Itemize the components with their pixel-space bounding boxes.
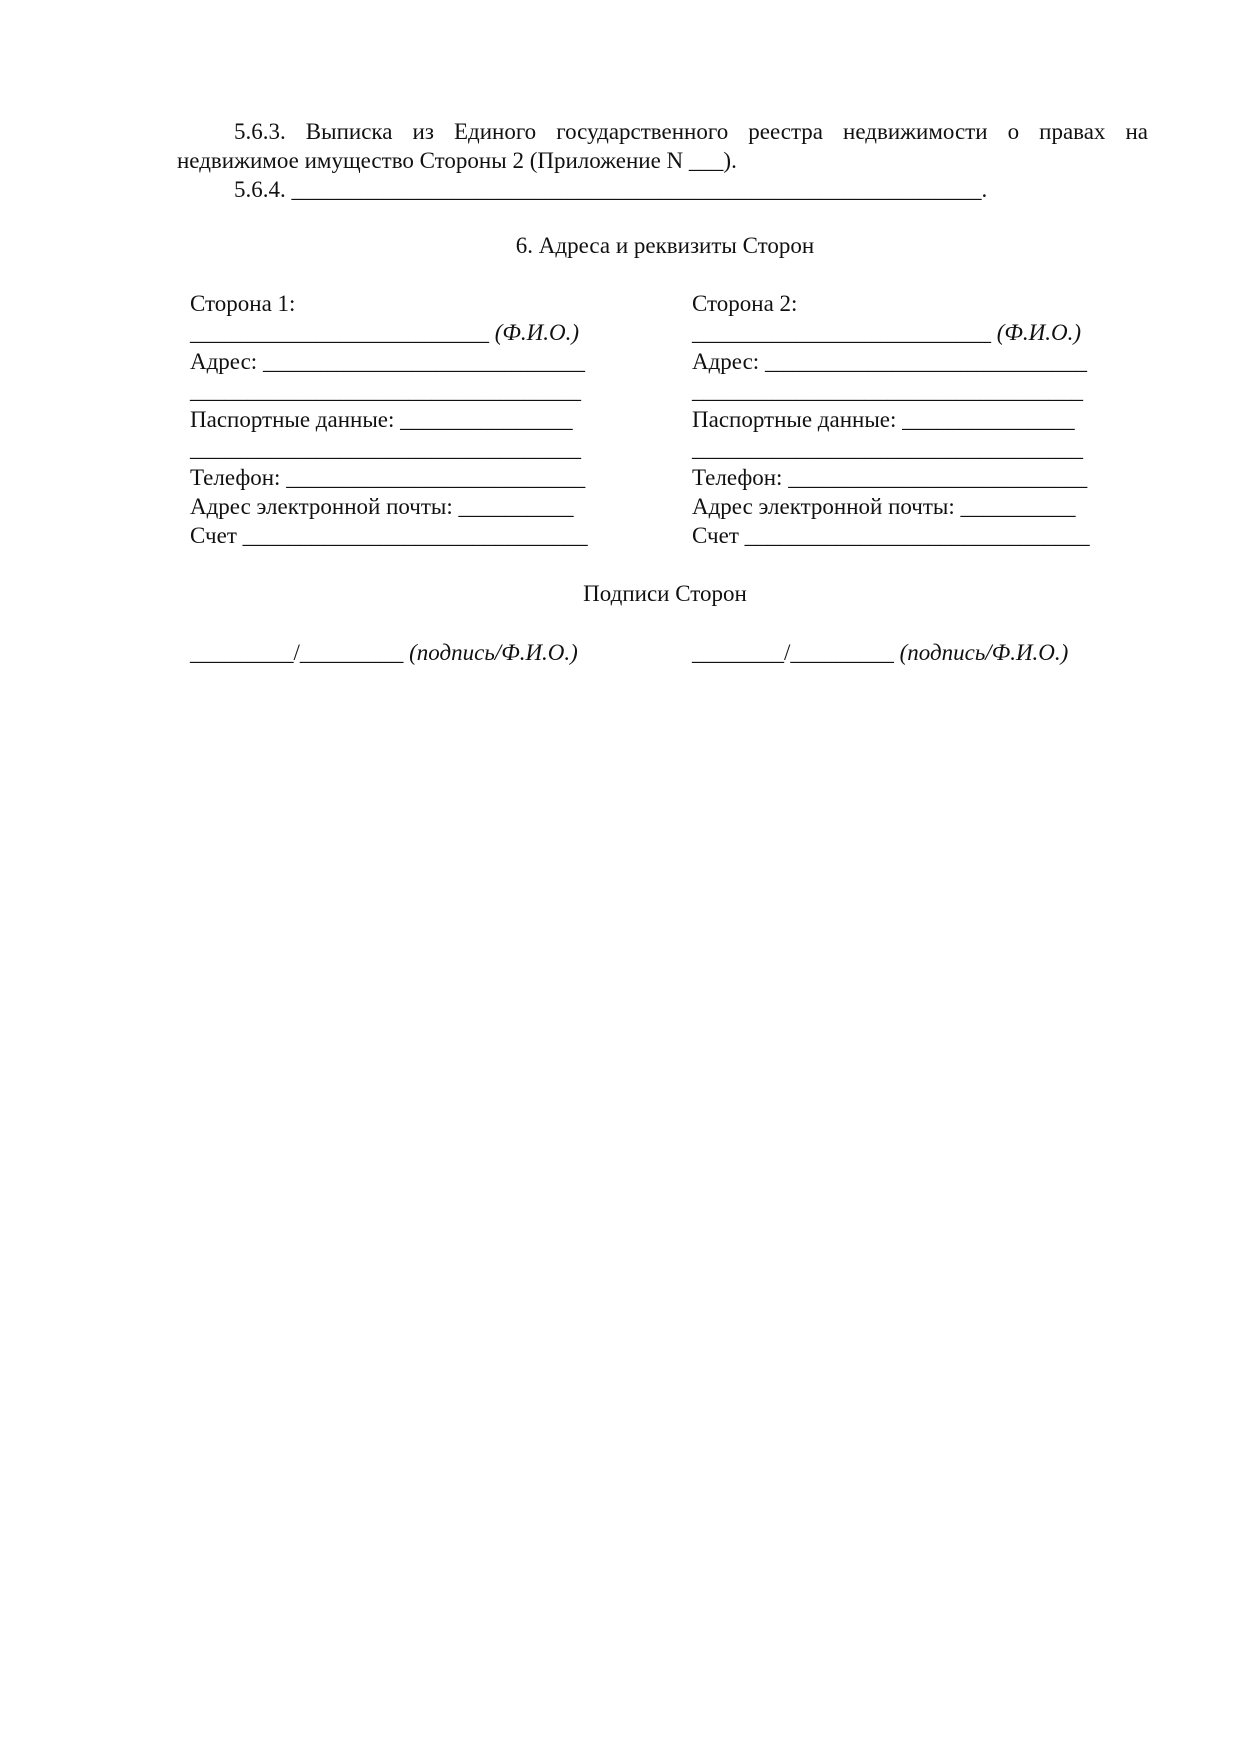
party2-phone: Телефон: __________________________ (692, 465, 1088, 490)
party2-fio-row (692, 319, 1081, 347)
party2-email: Адрес электронной почты: __________ (692, 494, 1076, 519)
party1-account: Счет ______________________________ (190, 523, 588, 548)
party1-signature-label: (подпись/Ф.И.О.) (409, 640, 578, 665)
party1-fio-row (190, 319, 579, 347)
signatures-heading: Подписи Сторон (583, 581, 747, 606)
party2-signature-label: (подпись/Ф.И.О.) (899, 640, 1069, 665)
party1-signature-line: _________/_________ (190, 640, 410, 665)
party2-blank-line-1: __________________________________ (692, 378, 1083, 403)
party1-signature-row (190, 639, 578, 667)
party2-account: Счет ______________________________ (692, 523, 1090, 548)
party2-signature-line: ________/_________ (692, 640, 900, 665)
party2-blank-line-2: __________________________________ (692, 436, 1083, 461)
party1-email: Адрес электронной почты: __________ (190, 494, 574, 519)
party1-blank-line-2: __________________________________ (190, 436, 581, 461)
party1-fio-line: __________________________ (190, 320, 495, 345)
party1-title: Сторона 1: (190, 291, 296, 316)
item-5-6-4: 5.6.4. ____________________________________________________________. (234, 177, 988, 202)
item-5-6-3-line1: 5.6.3. Выписка из Единого государственного реестра недвижимости о правах на (234, 119, 1148, 144)
party2-fio-label: (Ф.И.О.) (996, 320, 1082, 345)
party2-passport: Паспортные данные: _______________ (692, 407, 1075, 432)
party1-passport: Паспортные данные: _______________ (190, 407, 573, 432)
party1-phone: Телефон: __________________________ (190, 465, 586, 490)
section-6-heading: 6. Адреса и реквизиты Сторон (515, 233, 815, 258)
party2-title: Сторона 2: (692, 291, 798, 316)
party2-fio-line: __________________________ (692, 320, 997, 345)
party1-address: Адрес: ____________________________ (190, 349, 585, 374)
party1-blank-line-1: __________________________________ (190, 378, 581, 403)
party1-fio-label: (Ф.И.О.) (494, 320, 580, 345)
item-5-6-3-line2: недвижимое имущество Стороны 2 (Приложение N ___). (177, 148, 737, 173)
party2-address: Адрес: ____________________________ (692, 349, 1087, 374)
party2-signature-row (692, 639, 1068, 667)
